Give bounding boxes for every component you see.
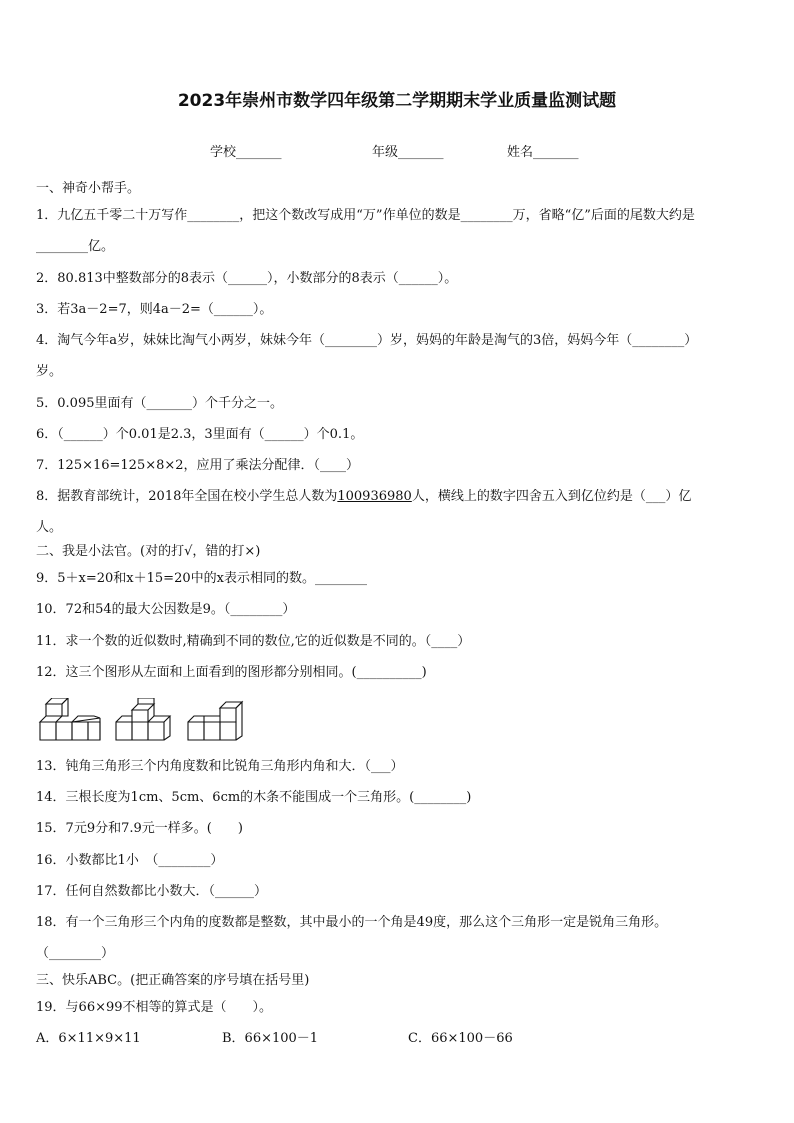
question-18-line-1: 18．有一个三角形三个内角的度数都是整数，其中最小的一个角是49度，那么这个三角形一定是锐角三角形。 <box>36 915 668 930</box>
question-16: 16．小数都比1小 （________） <box>36 853 224 868</box>
question-4-line-2: 岁。 <box>36 364 63 379</box>
question-4-line-1: 4．淘气今年a岁，妹妹比淘气小两岁，妹妹今年（________）岁，妈妈的年龄是淘气的3倍，妈妈今年（________） <box>36 333 698 348</box>
question-14: 14．三根长度为1cm、5cm、6cm的木条不能围成一个三角形。(________) <box>36 790 472 805</box>
question-8-line-2: 人。 <box>36 520 63 535</box>
question-9: 9．5＋x=20和x＋15=20中的x表示相同的数。________ <box>36 571 367 586</box>
choice-b: B．66×100－1 <box>222 1031 319 1046</box>
cube-figure-1 <box>40 698 100 740</box>
choice-a: A．6×11×9×11 <box>36 1031 141 1046</box>
question-1-line-1: 1．九亿五千零二十万写作________，把这个数改写成用“万”作单位的数是________万，省略“亿”后面的尾数大约是 <box>36 208 695 223</box>
section-heading-2: 二、我是小法官。(对的打√，错的打×) <box>36 544 261 559</box>
question-2: 2．80.813中整数部分的8表示（______），小数部分的8表示（______）。 <box>36 271 458 286</box>
question-18-line-2: （________） <box>36 946 115 961</box>
question-8-text-a: 8．据教育部统计，2018年全国在校小学生总人数为 <box>36 489 338 504</box>
cube-figure-2 <box>116 698 170 740</box>
section-heading-3: 三、快乐ABC。(把正确答案的序号填在括号里) <box>36 973 310 988</box>
question-17: 17．任何自然数都比小数大．（______） <box>36 884 268 899</box>
name-field: 姓名_______ <box>507 145 579 160</box>
question-3: 3．若3a－2=7，则4a－2=（______）。 <box>36 302 273 317</box>
question-5: 5．0.095里面有（_______）个千分之一。 <box>36 396 283 411</box>
page-title: 2023年崇州市数学四年级第二学期期末学业质量监测试题 <box>177 91 617 111</box>
question-12: 12．这三个图形从左面和上面看到的图形都分别相同。(__________) <box>36 665 427 680</box>
cube-figures <box>38 698 250 742</box>
section-heading-1: 一、神奇小帮手。 <box>36 181 141 196</box>
grade-field: 年级_______ <box>372 145 444 160</box>
question-8-number: 100936980 <box>337 489 412 504</box>
school-field: 学校_______ <box>210 145 282 160</box>
question-8-line-1 <box>36 488 691 506</box>
question-13: 13．钝角三角形三个内角度数和比锐角三角形内角和大．（___） <box>36 759 404 774</box>
question-11: 11．求一个数的近似数时,精确到不同的数位,它的近似数是不同的。（____） <box>36 634 471 649</box>
question-6: 6．（______）个0.01是2.3，3里面有（______）个0.1。 <box>36 427 364 442</box>
question-7: 7．125×16=125×8×2，应用了乘法分配律．（____） <box>36 458 360 473</box>
question-1-line-2: ________亿。 <box>36 239 115 254</box>
question-8-text-b: 人，横线上的数字四舍五入到亿位约是（___）亿 <box>411 489 692 504</box>
choice-c: C．66×100－66 <box>408 1031 513 1046</box>
question-19: 19．与66×99不相等的算式是（ ）。 <box>36 1000 273 1015</box>
question-10: 10．72和54的最大公因数是9。（________） <box>36 602 296 617</box>
question-15: 15．7元9分和7.9元一样多。( ) <box>36 821 243 836</box>
cube-figure-3 <box>188 702 242 740</box>
